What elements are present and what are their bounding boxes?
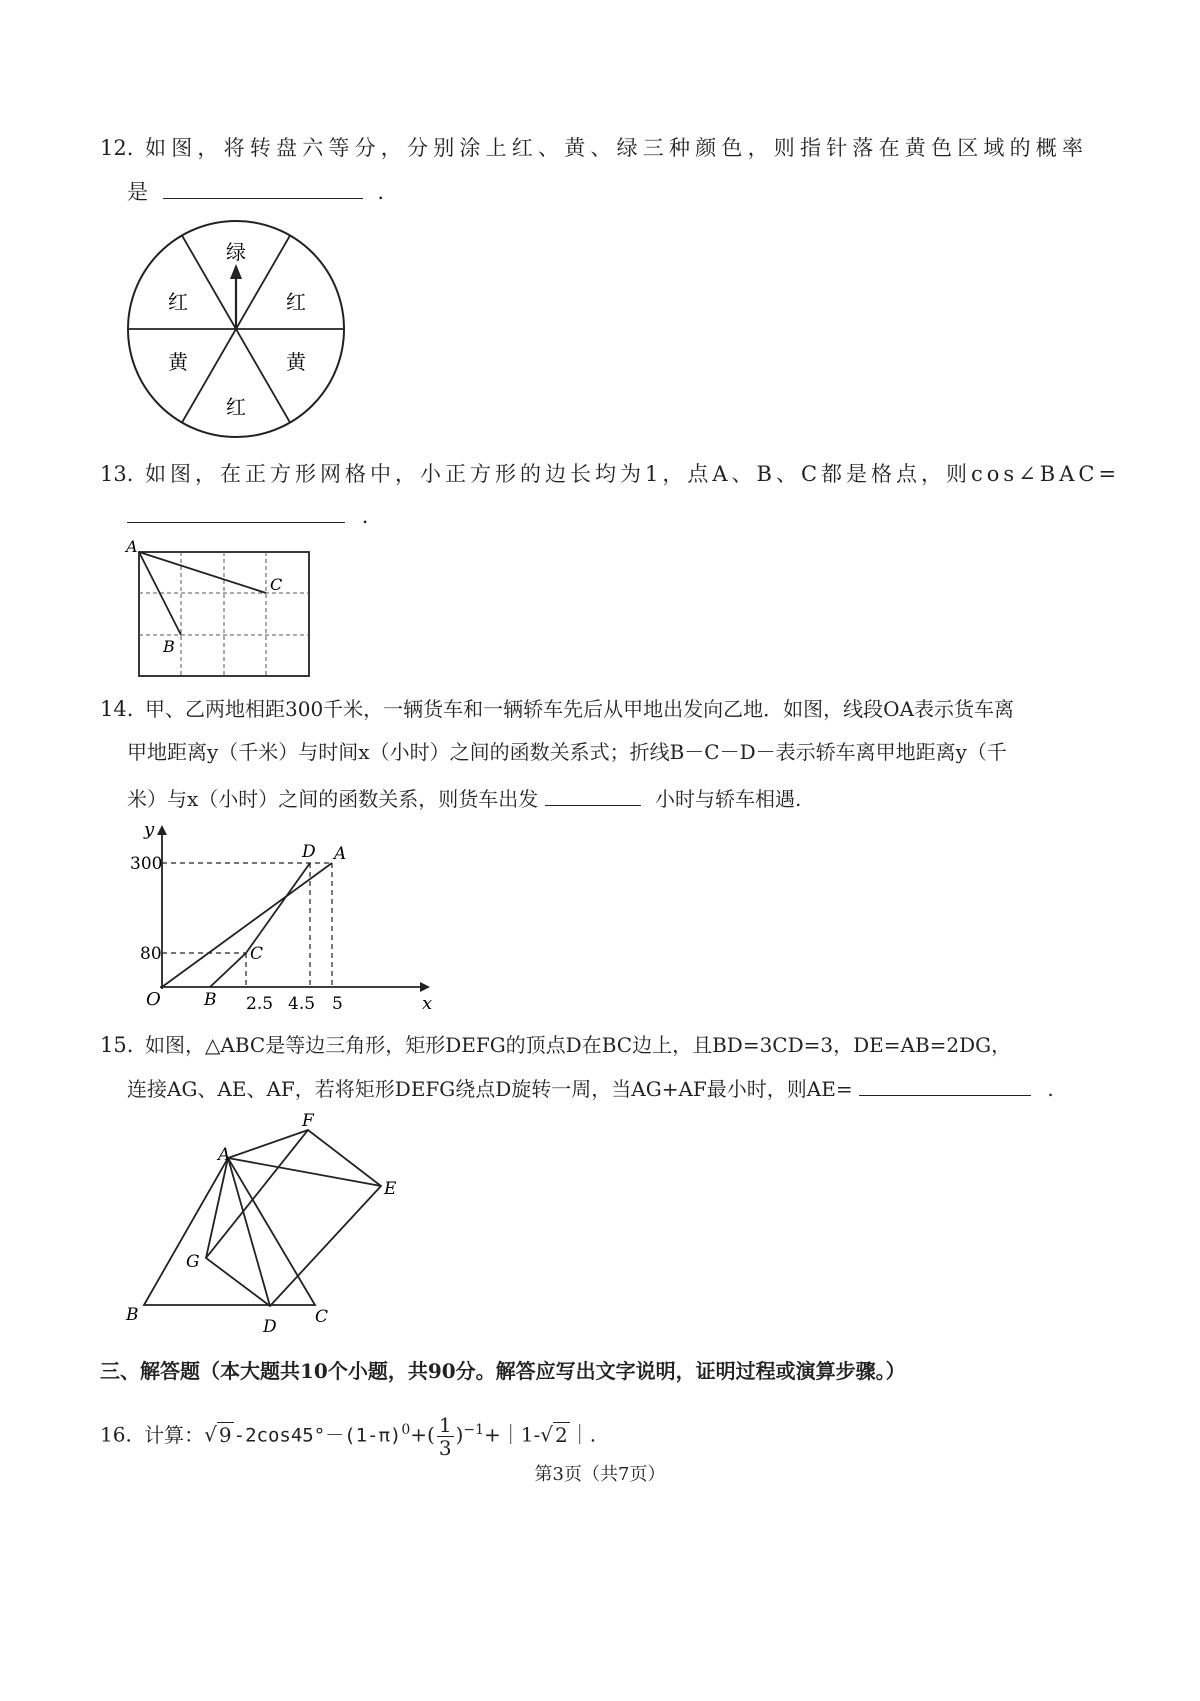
spinner-diagram	[126, 219, 346, 439]
triangle-rectangle-diagram	[118, 1110, 418, 1340]
q13-number: 13.	[100, 462, 134, 486]
label-point-b: B	[126, 1305, 139, 1325]
x-tick-5: 5	[332, 994, 343, 1014]
q15-text-line1: 如图，△ABC是等边三角形，矩形DEFG的顶点D在BC边上，且BD=3CD=3，DE=AB=2DG，	[145, 1033, 1012, 1057]
exponent-minus-one: −1	[463, 1422, 485, 1438]
q14-number: 14.	[100, 697, 134, 721]
x-tick-2-5: 2.5	[246, 994, 274, 1014]
radicand-9: 9	[218, 1422, 232, 1447]
label-point-d: D	[263, 1317, 277, 1337]
q15-prefix: 连接AG、AE、AF，若将矩形DEFG绕点D旋转一周，当AG+AF最小时，则AE=	[127, 1077, 853, 1101]
x-tick-4-5: 4.5	[288, 994, 316, 1014]
label-point-c: C	[270, 575, 283, 594]
page-footer: 第3页（共7页）	[534, 1464, 666, 1485]
label-point-g: G	[186, 1252, 200, 1272]
q16-close: )	[455, 1422, 464, 1447]
segment-ad	[228, 1158, 270, 1306]
q14-text-line2: 甲地距离y（千米）与时间x（小时）之间的函数关系式；折线B－C－D－表示轿车离甲地距离y（千	[127, 740, 1007, 764]
label-point-c: C	[315, 1307, 329, 1327]
sector-label-green: 绿	[226, 240, 246, 264]
sqrt-sign-1: √	[204, 1422, 217, 1447]
q12-suffix: .	[377, 180, 385, 204]
q15-answer-blank[interactable]	[859, 1073, 1031, 1096]
q12-answer-blank[interactable]	[163, 176, 363, 199]
q13-text-line2	[127, 500, 368, 531]
fraction-numerator: 1	[438, 1412, 452, 1437]
sqrt-sign-2: √	[540, 1422, 554, 1447]
y-axis-label: y	[144, 819, 155, 840]
label-point-c: C	[250, 944, 264, 964]
q15-number: 15.	[100, 1033, 134, 1057]
label-point-d: D	[302, 842, 316, 862]
q12-prefix: 是	[127, 180, 148, 204]
sector-label-red-bottom: 红	[226, 395, 246, 419]
grid-diagram	[125, 538, 325, 678]
origin-label: O	[146, 989, 161, 1010]
q16-expression	[100, 1405, 596, 1461]
q12-number: 12.	[100, 136, 134, 160]
section-three-heading: 三、解答题（本大题共10个小题，共90分。解答应写出文字说明，证明过程或演算步骤。）	[100, 1359, 906, 1383]
radicand-2: 2	[555, 1422, 568, 1447]
q13-suffix: .	[361, 504, 369, 528]
q13-text-line1: 如图，在正方形网格中，小正方形的边长均为1，点A、B、C都是格点，则cos∠BAC=	[145, 462, 1121, 486]
polyline-bcd	[210, 863, 310, 987]
q15-suffix: .	[1047, 1077, 1054, 1101]
fraction-one-third	[437, 1414, 454, 1459]
label-point-a: A	[126, 537, 138, 556]
q14-answer-blank[interactable]	[545, 783, 641, 806]
label-point-e: E	[384, 1179, 397, 1199]
q12-text-line2	[127, 176, 384, 207]
label-point-a: A	[218, 1145, 231, 1165]
q16-plus-open: +(	[410, 1422, 435, 1447]
triangle-abc	[144, 1158, 315, 1305]
y-tick-80: 80	[140, 944, 162, 964]
fraction-denominator: 3	[438, 1435, 452, 1460]
label-point-b: B	[204, 990, 217, 1010]
q12-text-line1: 如图，将转盘六等分，分别涂上红、黄、绿三种颜色，则指针落在黄色区域的概率	[145, 136, 1089, 160]
label-point-f: F	[302, 1111, 314, 1131]
x-axis-label: x	[422, 993, 433, 1014]
q14-prefix: 米）与x（小时）之间的函数关系，则货车出发	[127, 787, 539, 811]
label-point-b: B	[163, 637, 175, 656]
q14-text-line1: 甲、乙两地相距300千米，一辆货车和一辆轿车先后从甲地出发向乙地．如图，线段OA表示货车离	[145, 697, 1015, 721]
q15-text-line2	[127, 1073, 1054, 1104]
sector-label-red-upper-right: 红	[286, 290, 306, 314]
label-point-a: A	[334, 844, 347, 864]
q13-answer-blank[interactable]	[127, 500, 345, 523]
sector-label-yellow-right: 黄	[286, 350, 306, 374]
sector-label-red-upper-left: 红	[168, 290, 188, 314]
pointer-arrowhead	[230, 264, 242, 279]
q16-part3: +｜1-	[484, 1422, 541, 1447]
q16-part2: -2cos45°－(1-π)	[233, 1424, 402, 1447]
q14-text-line3	[127, 783, 801, 814]
sector-label-yellow-left: 黄	[168, 350, 188, 374]
x-axis-arrow	[420, 982, 430, 992]
exponent-zero: 0	[401, 1422, 411, 1438]
q16-number: 16.	[100, 1422, 132, 1447]
distance-time-graph	[130, 817, 440, 1017]
q14-suffix: 小时与轿车相遇.	[655, 787, 802, 811]
q16-end: ｜.	[569, 1422, 597, 1447]
y-tick-300: 300	[130, 854, 163, 874]
segment-oa	[162, 863, 332, 987]
segment-ae	[228, 1158, 381, 1186]
segment-ac	[139, 552, 266, 593]
y-axis-arrow	[157, 825, 167, 835]
q16-prefix: 计算：	[144, 1422, 205, 1447]
